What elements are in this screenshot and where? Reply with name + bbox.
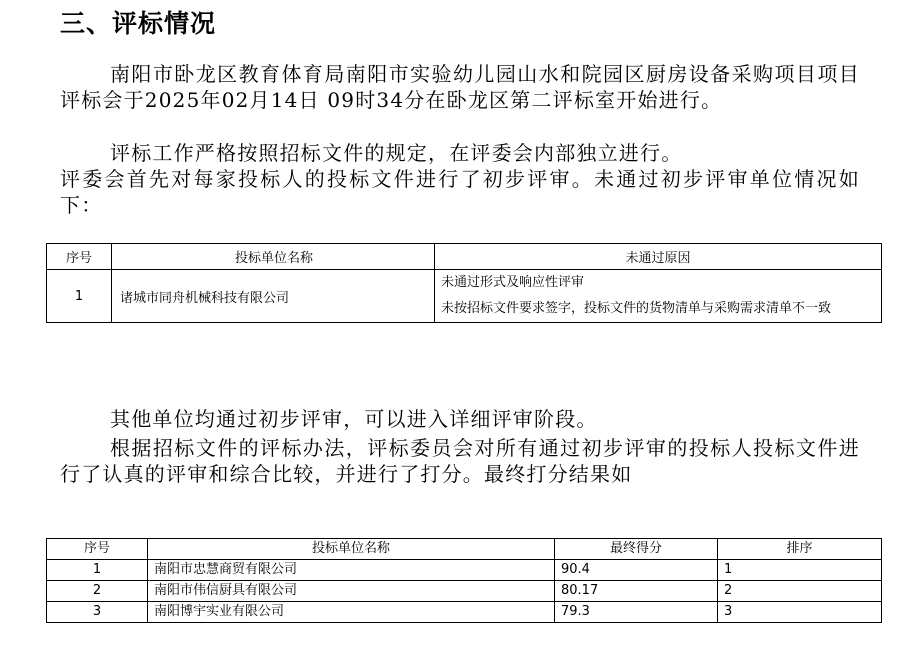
table-header-row — [47, 244, 882, 270]
cell-final-score: 79.3 — [555, 602, 718, 623]
reason-summary: 未通过形式及响应性评审 — [441, 275, 585, 290]
cell-bidder-name: 南阳市伟信厨具有限公司 — [148, 581, 555, 602]
cell-seq: 1 — [47, 270, 112, 323]
table-row — [47, 581, 882, 602]
table-row — [47, 602, 882, 623]
header-bidder-name: 投标单位名称 — [112, 244, 435, 270]
paragraph-others-passed: 其他单位均通过初步评审，可以进入详细评审阶段。 — [110, 407, 598, 431]
header-bidder-name: 投标单位名称 — [148, 539, 555, 560]
cell-seq: 2 — [47, 581, 148, 602]
cell-seq: 1 — [47, 560, 148, 581]
cell-rank: 3 — [718, 602, 882, 623]
paragraph-independent-review: 评标工作严格按照招标文件的规定，在评委会内部独立进行。 — [110, 141, 683, 165]
paragraph-meeting-info: 南阳市卧龙区教育体育局南阳市实验幼儿园山水和院园区厨房设备采购项目项目评标会于2025年02月14日 09时34分在卧龙区第二评标室开始进行。 — [60, 62, 860, 112]
cell-bidder-name: 诸城市同舟机械科技有限公司 — [112, 270, 435, 323]
cell-bidder-name: 南阳博宇实业有限公司 — [148, 602, 555, 623]
cell-final-score: 90.4 — [555, 560, 718, 581]
cell-reason — [435, 270, 882, 323]
cell-rank: 2 — [718, 581, 882, 602]
table-header-row — [47, 539, 882, 560]
section-heading: 三、评标情况 — [60, 9, 217, 38]
paragraph-scoring: 根据招标文件的评标办法，评标委员会对所有通过初步评审的投标人投标文件进行了认真的评审和综合比较，并进行了打分。最终打分结果如 — [60, 436, 860, 486]
header-seq: 序号 — [47, 244, 112, 270]
reason-detail: 未按招标文件要求签字，投标文件的货物清单与采购需求清单不一致 — [441, 301, 832, 316]
header-seq: 序号 — [47, 539, 148, 560]
header-rank: 排序 — [718, 539, 882, 560]
cell-seq: 3 — [47, 602, 148, 623]
table-row — [47, 270, 882, 323]
cell-rank: 1 — [718, 560, 882, 581]
header-final-score: 最终得分 — [555, 539, 718, 560]
table-row — [47, 560, 882, 581]
cell-final-score: 80.17 — [555, 581, 718, 602]
cell-bidder-name: 南阳市忠慧商贸有限公司 — [148, 560, 555, 581]
paragraph-preliminary-review: 评委会首先对每家投标人的投标文件进行了初步评审。未通过初步评审单位情况如下： — [60, 167, 860, 217]
header-reason: 未通过原因 — [435, 244, 882, 270]
final-score-table — [46, 538, 882, 623]
failed-bidders-table — [46, 243, 882, 323]
